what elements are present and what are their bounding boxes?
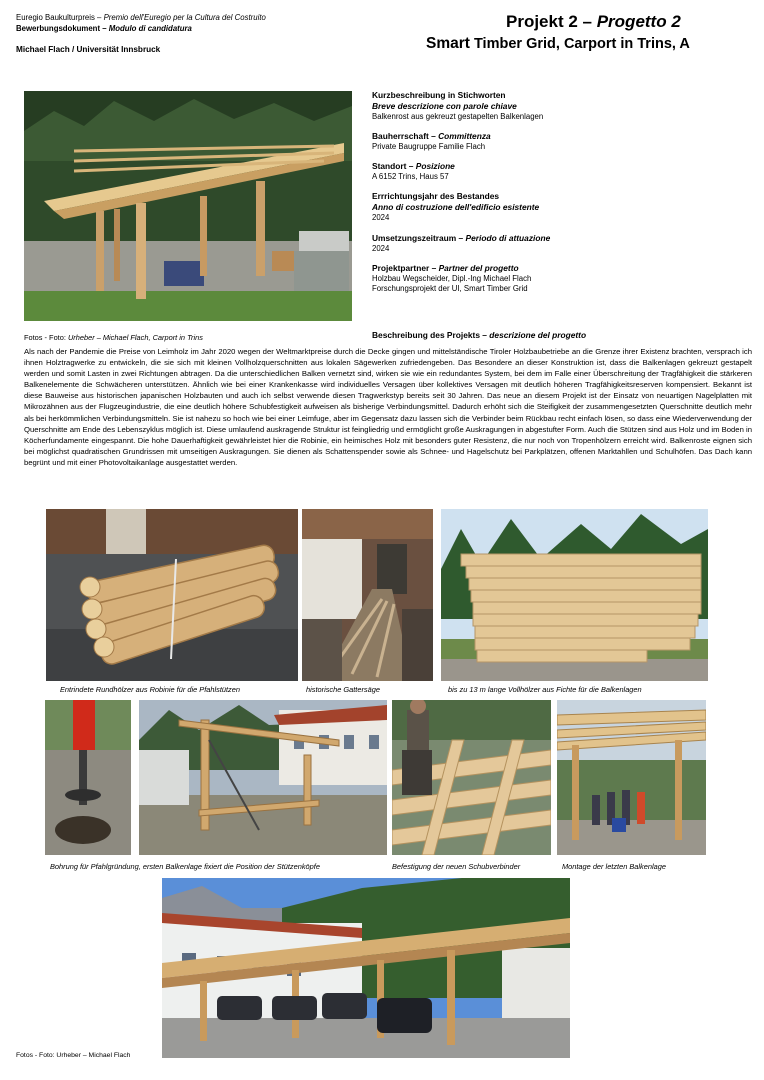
beschreibung-heading <box>372 330 586 341</box>
hero-caption-prefix: Fotos - Foto: <box>24 333 68 342</box>
zeit-heading-de: Umsetzungszeitraum – <box>372 233 466 243</box>
author: Michael Flach / Universität Innsbruck <box>16 45 161 54</box>
project-title-de: Projekt 2 – <box>506 12 597 31</box>
beschreibung-heading-de: Beschreibung des Projekts – <box>372 330 490 340</box>
ort-heading <box>372 161 752 172</box>
photo-finished-carport <box>162 878 570 1058</box>
caption-spruce: bis zu 13 m lange Vollhölzer aus Fichte für die Balkenlagen <box>448 685 642 694</box>
partner-value-2: Forschungsprojekt der UI, Smart Timber Grid <box>372 284 528 293</box>
kurz-heading: Kurzbeschreibung in Stichworten <box>372 90 506 100</box>
photo-first-beams <box>139 700 387 855</box>
photo-sawmill <box>302 509 433 681</box>
bau-heading-de: Bauherrschaft – <box>372 131 439 141</box>
project-title <box>506 12 681 32</box>
caption-shear: Befestigung der neuen Schubverbinder <box>392 862 521 871</box>
header-line-1-de: Euregio Baukulturpreis – <box>16 13 104 22</box>
caption-sawmill: historische Gattersäge <box>306 685 380 694</box>
header-line-2-it: Modulo di candidatura <box>108 24 192 33</box>
photo-last-layer <box>557 700 706 855</box>
ort-value: A 6152 Trins, Haus 57 <box>372 172 449 181</box>
bau-heading-it: Committenza <box>438 131 491 141</box>
photo-drilling <box>45 700 131 855</box>
hero-caption <box>24 333 203 342</box>
partner-heading <box>372 263 752 274</box>
project-title-it: Progetto 2 <box>596 12 681 31</box>
header-line-2 <box>16 24 192 34</box>
bau-heading <box>372 131 752 142</box>
caption-drilling: Bohrung für Pfahlgründung, ersten Balkenlage fixiert die Position der Stützenköpfe <box>50 862 320 871</box>
project-description: Als nach der Pandemie die Preise von Leimholz im Jahr 2020 wegen der Weltmarktpreise durch die Decke gingen und mittelständische Tiroler Holzbaubetriebe an die Grenze ihrer Existenz brachten, versprach ich ihnen Holztragwerke zu entwickeln, die sie sich mit kleinen Vollholzquerschnitten aus lokalen Sägewerken zufriedengeben. Das Besondere an dieser Konstruktion ist, dass die Balkenlagen gekreuzt gestapelt werden und somit Lasten in zwei Richtungen abtragen. Da die unterschiedlichen Balken vernetzt sind, wirken sie wie ein redundantes System, bei dem im Falle einer Überschreitung der Tragfähigkeit die stärkeren Balkenelemente die Schwächeren unterstützen. Ähnlich wie bei einer Krankenkasse wird individuelles Versagen über kollektives Versagen mit deutlich höheren Tragfähigkeitsreserven kompensiert. Bekannt ist diese Bauweise aus historischen japanischen Holzbauten und auch ich selbst verwende diesen Tragwerkstyp bereits seit 30 Jahren. Das neue an diesem Projekt ist der Einsatz von neuartigen Nagelplatten mit Mikrozähnen aus der Flugzeugindustrie, die eine deutlich höhere Schubfestigkeit aufweisen als bisherige Verbindungsmittel. Dadurch erhöht sich die Steifigkeit der zusammengesetzten Querschnitte deutlich mehr als bei herkömmlichen Verbindungsmitteln. Sie ist nahezu so hoch wie bei einer Leimfuge, aber im Gegensatz dazu lassen sich die Verbinder beim Rückbau recht einfach lösen, so dass eine Wiederverwendung der Querschnitte am Ende des Lebenszyklus möglich ist. Diese umlaufend auskragende Struktur ist feingliedrig und ermöglicht große Auskragungen in abgestufter Form. Auch die Stützen sind aus Holz und im Boden in Köcherfundamente eingespannt. Die hohe Dauerhaftigkeit gewährleistet hier die Robinie, ein heimisches Holz mit besonders guter Resistenz, die nur noch von Tropenhölzern erreicht wird. Balkenroste eignen sich bei möglichst quadratischen Grundrissen mit umseitigen Auskragungen. Sie dienen als Schattenspender sowie als Schnee- und Hagelschutz bei Parkplätzen, offenen Marktahllen und Schulhöfen. Das Dach kann begrünt und mit einer Photovoltaikanlage ausgestattet werden. <box>24 347 752 467</box>
footer-caption: Fotos - Foto: Urheber – Michael Flach <box>16 1052 131 1059</box>
kurz-heading-it: Breve descrizione con parole chiave <box>372 101 517 111</box>
header-line-2-de: Bewerbungsdokument – <box>16 24 109 33</box>
kurz-value: Balkenrost aus gekreuzt gestapelten Balkenlagen <box>372 112 544 121</box>
partner-heading-de: Projektpartner – <box>372 263 439 273</box>
hero-photo-carport <box>24 91 352 321</box>
photo-shear-connectors <box>392 700 551 855</box>
bau-value: Private Baugruppe Familie Flach <box>372 142 486 151</box>
hero-caption-text: Urheber – Michael Flach, Carport in Trins <box>67 333 203 342</box>
photo-spruce-beams <box>441 509 708 681</box>
jahr-heading: Errrichtungsjahr des Bestandes <box>372 191 500 201</box>
caption-robinie: Entrindete Rundhölzer aus Robinie für die Pfahlstützen <box>60 685 240 694</box>
jahr-heading-it: Anno di costruzione dell'edificio esistente <box>372 202 540 212</box>
subtitle-smart: Smart <box>426 35 470 52</box>
zeit-value: 2024 <box>372 244 390 253</box>
partner-heading-it: Partner del progetto <box>438 263 519 273</box>
caption-last-layer: Montage der letzten Balkenlage <box>562 862 666 871</box>
ort-heading-de: Standort – <box>372 161 416 171</box>
zeit-heading-it: Periodo di attuazione <box>465 233 551 243</box>
ort-heading-it: Posizione <box>415 161 455 171</box>
partner-value-1: Holzbau Wegscheider, Dipl.-Ing Michael Flach <box>372 274 532 283</box>
info-column <box>372 90 752 294</box>
zeit-heading <box>372 233 752 244</box>
project-subtitle <box>426 35 690 53</box>
subtitle-rest: Timber Grid, Carport in Trins, A <box>469 36 690 52</box>
beschreibung-heading-it: descrizione del progetto <box>489 330 587 340</box>
photo-robinie-logs <box>46 509 298 681</box>
header-line-1 <box>16 13 266 23</box>
header-line-1-it: Premio dell'Euregio per la Cultura del Costruito <box>103 13 266 22</box>
jahr-value: 2024 <box>372 213 390 222</box>
